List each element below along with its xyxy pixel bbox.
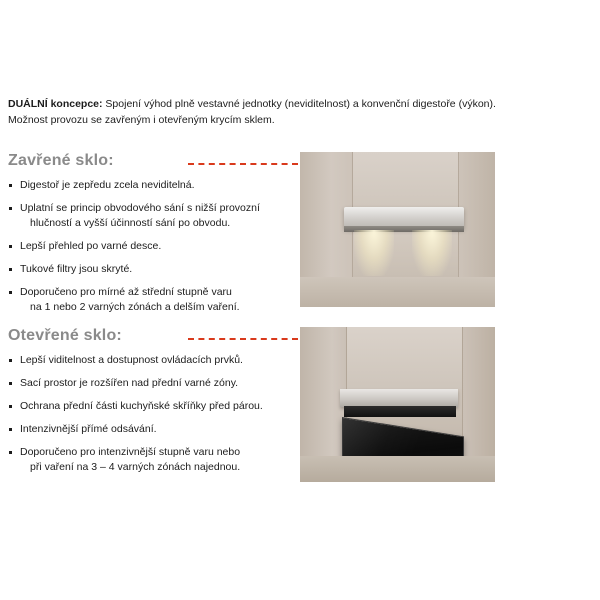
dashed-connector-closed-glass: [188, 163, 298, 165]
list-item: [8, 399, 298, 414]
list-item: [8, 178, 298, 193]
list-item-text-continued: na 1 nebo 2 varných zónách a delším vaření.: [30, 301, 240, 313]
photo-countertop: [300, 277, 495, 307]
list-item-text-continued: hlučností a vyšší účinností sání po obvodu.: [30, 217, 231, 229]
intro-lead: DUÁLNÍ koncepce:: [8, 98, 103, 110]
photo-closed-glass-hood: [300, 152, 495, 307]
intro-line-2: Možnost provozu se zavřeným i otevřeným krycím sklem.: [8, 114, 275, 126]
list-item-text: Sací prostor je rozšířen nad přední varné zóny.: [20, 377, 239, 389]
photo-open-glass-hood: [300, 327, 495, 482]
list-item: [8, 422, 298, 437]
list-item-text: Doporučeno pro intenzivnější stupně varu nebo: [20, 446, 241, 458]
bullet-list-closed-glass: [8, 178, 298, 323]
list-item-text: Uplatní se princip obvodového sání s nižší provozní: [20, 202, 260, 214]
list-item-text: Lepší viditelnost a dostupnost ovládacích prvků.: [20, 354, 243, 366]
list-item: [8, 285, 298, 315]
list-item: [8, 239, 298, 254]
list-item: [8, 201, 298, 231]
list-item-text: Ochrana přední části kuchyňské skříňky před párou.: [20, 400, 263, 412]
list-item-text: Tukové filtry jsou skryté.: [20, 263, 133, 275]
photo-control-panel: [344, 406, 456, 417]
list-item-text: Doporučeno pro mírné až střední stupně varu: [20, 286, 232, 298]
intro-text: Spojení výhod plně vestavné jednotky (neviditelnost) a konvenční digestoře (výkon).: [102, 98, 496, 110]
photo-light-glow-left: [354, 230, 394, 276]
photo-hood-body: [340, 389, 458, 407]
list-item: [8, 445, 298, 475]
intro-paragraph: [8, 96, 528, 128]
list-item-text: Lepší přehled po varné desce.: [20, 240, 162, 252]
section-heading-closed-glass: Zavřené sklo:: [8, 152, 114, 169]
section-heading-open-glass: Otevřené sklo:: [8, 327, 122, 344]
list-item-text: Digestoř je zepředu zcela neviditelná.: [20, 179, 195, 191]
list-item: [8, 353, 298, 368]
list-item: [8, 262, 298, 277]
list-item-text-continued: při vaření na 3 – 4 varných zónách najednou.: [30, 461, 241, 473]
bullet-list-open-glass: [8, 353, 298, 483]
list-item: [8, 376, 298, 391]
photo-light-glow-right: [412, 230, 452, 276]
photo-countertop: [300, 456, 495, 482]
dashed-connector-open-glass: [188, 338, 298, 340]
list-item-text: Intenzivnější přímé odsávání.: [20, 423, 157, 435]
